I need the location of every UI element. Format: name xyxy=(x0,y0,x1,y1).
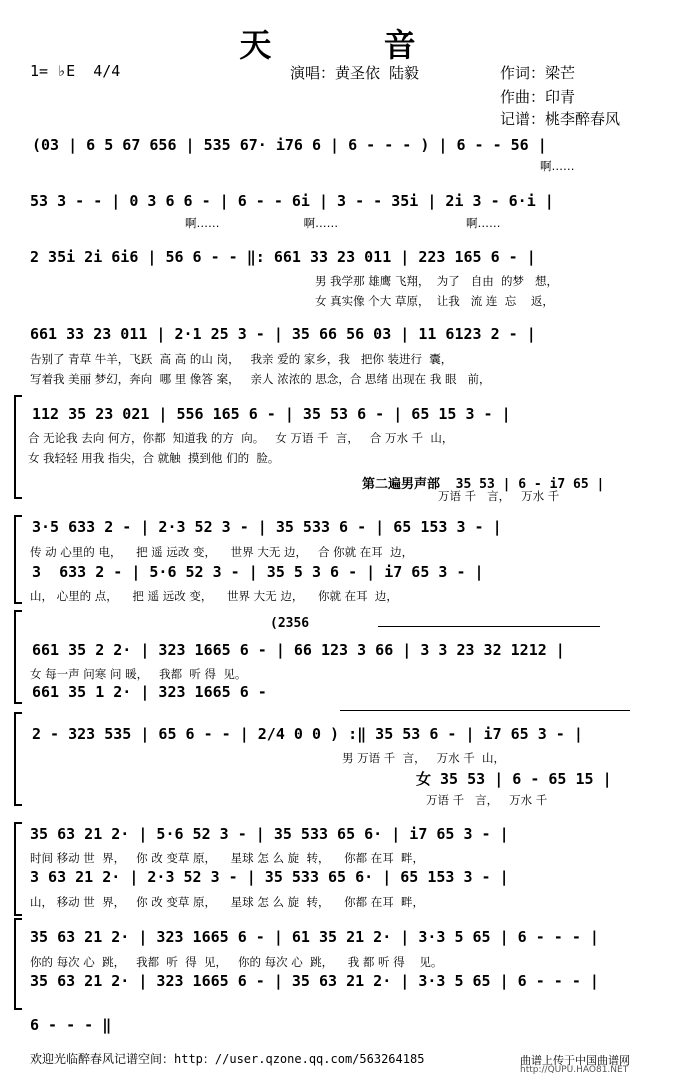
score-line-9-lyric: 女 每一声 问寒 问 暖， 我都 听 得 见。 xyxy=(30,667,247,681)
singers: 演唱：黄圣依 陆毅 xyxy=(290,64,420,82)
score-line-15: 35 63 21 2· | 323 1665 6 - | 61 35 21 2· | 3·3 5 65 | 6 - - - | xyxy=(30,928,599,946)
score-line-11: 2 - 323 535 | 65 6 - - | 2/4 0 0 ) :‖ 35 53 6 - | i7 65 3 - | xyxy=(32,725,583,743)
score-line-4-lyric-1: 告别了 青草 牛羊，飞跃 高 高 的山 岗， 我亲 爱的 家乡，我 把你 装进行 囊， xyxy=(30,352,453,366)
score-line-14: 3 63 21 2· | 2·3 52 3 - | 35 533 65 6· | 65 153 3 - | xyxy=(30,868,509,886)
score-line-9: 661 35 2 2· | 323 1665 6 - | 66 123 3 66 | 3 3 23 32 1212 | xyxy=(32,641,565,659)
footer-site: 曲谱上传于中国曲谱网 xyxy=(520,1054,630,1067)
score-line-final: 6 - - - ‖ xyxy=(30,1016,112,1034)
key-signature: 1= ♭E 4/4 xyxy=(30,62,121,80)
transcriber: 记谱：桃李醉春风 xyxy=(500,110,621,128)
composer: 作曲：印青 xyxy=(500,88,576,106)
system-bracket xyxy=(14,610,22,704)
system-bracket xyxy=(14,822,22,916)
score-line-13-lyric: 时间 移动 世 界， 你 改 变草 原， 星球 怎 么 旋 转， 你都 在耳 畔， xyxy=(30,851,425,865)
system-bracket xyxy=(14,712,22,806)
score-line-5-lyric-2: 女 我轻轻 用我 指尖，合 就触 摸到他 们的 脸。 xyxy=(28,451,280,465)
volta-1 xyxy=(378,626,600,627)
score-line-3: 2 35i 2i 6i6 | 56 6 - - ‖: 661 33 23 011 | 223 165 6 - | xyxy=(30,248,536,266)
score-line-3-lyric-2: 女 真实像 个大 草原， 让我 流 连 忘 返， xyxy=(315,294,554,308)
score-line-12-lyric: 万语 千 言， 万水 千 xyxy=(426,793,548,807)
system-bracket xyxy=(14,395,22,499)
score-line-1: (03 | 6 5 67 656 | 535 67· i76 6 | 6 - - - ) | 6 - - 56 | xyxy=(32,136,547,154)
score-line-4-lyric-2: 写着我 美丽 梦幻，奔向 哪 里 像答 案， 亲人 浓浓的 思念，合 思绪 出现在 我 眼 前， xyxy=(30,372,491,386)
score-line-14-lyric: 山， 移动 世 界， 你 改 变草 原， 星球 怎 么 旋 转， 你都 在耳 畔， xyxy=(30,895,425,909)
score-line-9-intro: (2356 xyxy=(270,616,310,631)
score-line-5: 112 35 23 021 | 556 165 6 - | 35 53 6 - | 65 15 3 - | xyxy=(32,405,511,423)
lyricist: 作词：梁芒 xyxy=(500,64,576,82)
score-line-8-lyric: 山， 心里的 点， 把 遥 远改 变， 世界 大无 边， 你就 在耳 边， xyxy=(30,589,398,603)
footer-welcome: 欢迎光临醉春风记谱空间：http：//user.qzone.qq.com/563264185 xyxy=(30,1052,425,1066)
score-line-2: 53 3 - - | 0 3 6 6 - | 6 - - 6i | 3 - - 35i | 2i 3 - 6·i | xyxy=(30,192,554,210)
system-bracket xyxy=(14,515,22,604)
score-line-10: 661 35 1 2· | 323 1665 6 - xyxy=(32,683,267,701)
score-line-15-lyric: 你的 每次 心 跳， 我都 听 得 见， 你的 每次 心 跳， 我 都 听 得 见。 xyxy=(30,955,443,969)
score-line-16: 35 63 21 2· | 323 1665 6 - | 35 63 21 2· | 3·3 5 65 | 6 - - - | xyxy=(30,972,599,990)
score-line-4: 661 33 23 011 | 2·1 25 3 - | 35 66 56 03 | 11 6123 2 - | xyxy=(30,325,536,343)
score-line-6: 第二遍男声部 35 53 | 6 - i7 65 | xyxy=(362,477,605,492)
score-line-3-lyric-1: 男 我学那 雄鹰 飞翔， 为了 自由 的梦 想， xyxy=(315,274,559,288)
system-bracket xyxy=(14,918,22,1010)
score-line-13: 35 63 21 2· | 5·6 52 3 - | 35 533 65 6· | i7 65 3 - | xyxy=(30,825,509,843)
song-title: 天 音 xyxy=(239,26,446,64)
score-line-2-lyric: 啊…… 啊…… 啊…… xyxy=(185,216,501,230)
score-line-8: 3 633 2 - | 5·6 52 3 - | 35 5 3 6 - | i7 65 3 - | xyxy=(32,563,484,581)
score-line-11-lyric: 男 万语 千 言， 万水 千 山， xyxy=(342,751,506,765)
footer-url: http://QUPU.HAO81.NET xyxy=(520,1065,629,1075)
score-line-1-lyric: 啊…… xyxy=(540,159,575,173)
score-line-6-lyric: 万语 千 言， 万水 千 xyxy=(438,489,560,503)
volta-2 xyxy=(340,710,630,711)
score-line-12: 女 35 53 | 6 - 65 15 | xyxy=(416,770,612,788)
score-line-5-lyric-1: 合 无论我 去向 何方，你都 知道我 的方 向。 女 万语 千 言， 合 万水 千 山， xyxy=(28,431,454,445)
score-line-7: 3·5 633 2 - | 2·3 52 3 - | 35 533 6 - | 65 153 3 - | xyxy=(32,518,502,536)
score-line-7-lyric: 传 动 心里的 电， 把 遥 远改 变， 世界 大无 边， 合 你就 在耳 边， xyxy=(30,545,414,559)
